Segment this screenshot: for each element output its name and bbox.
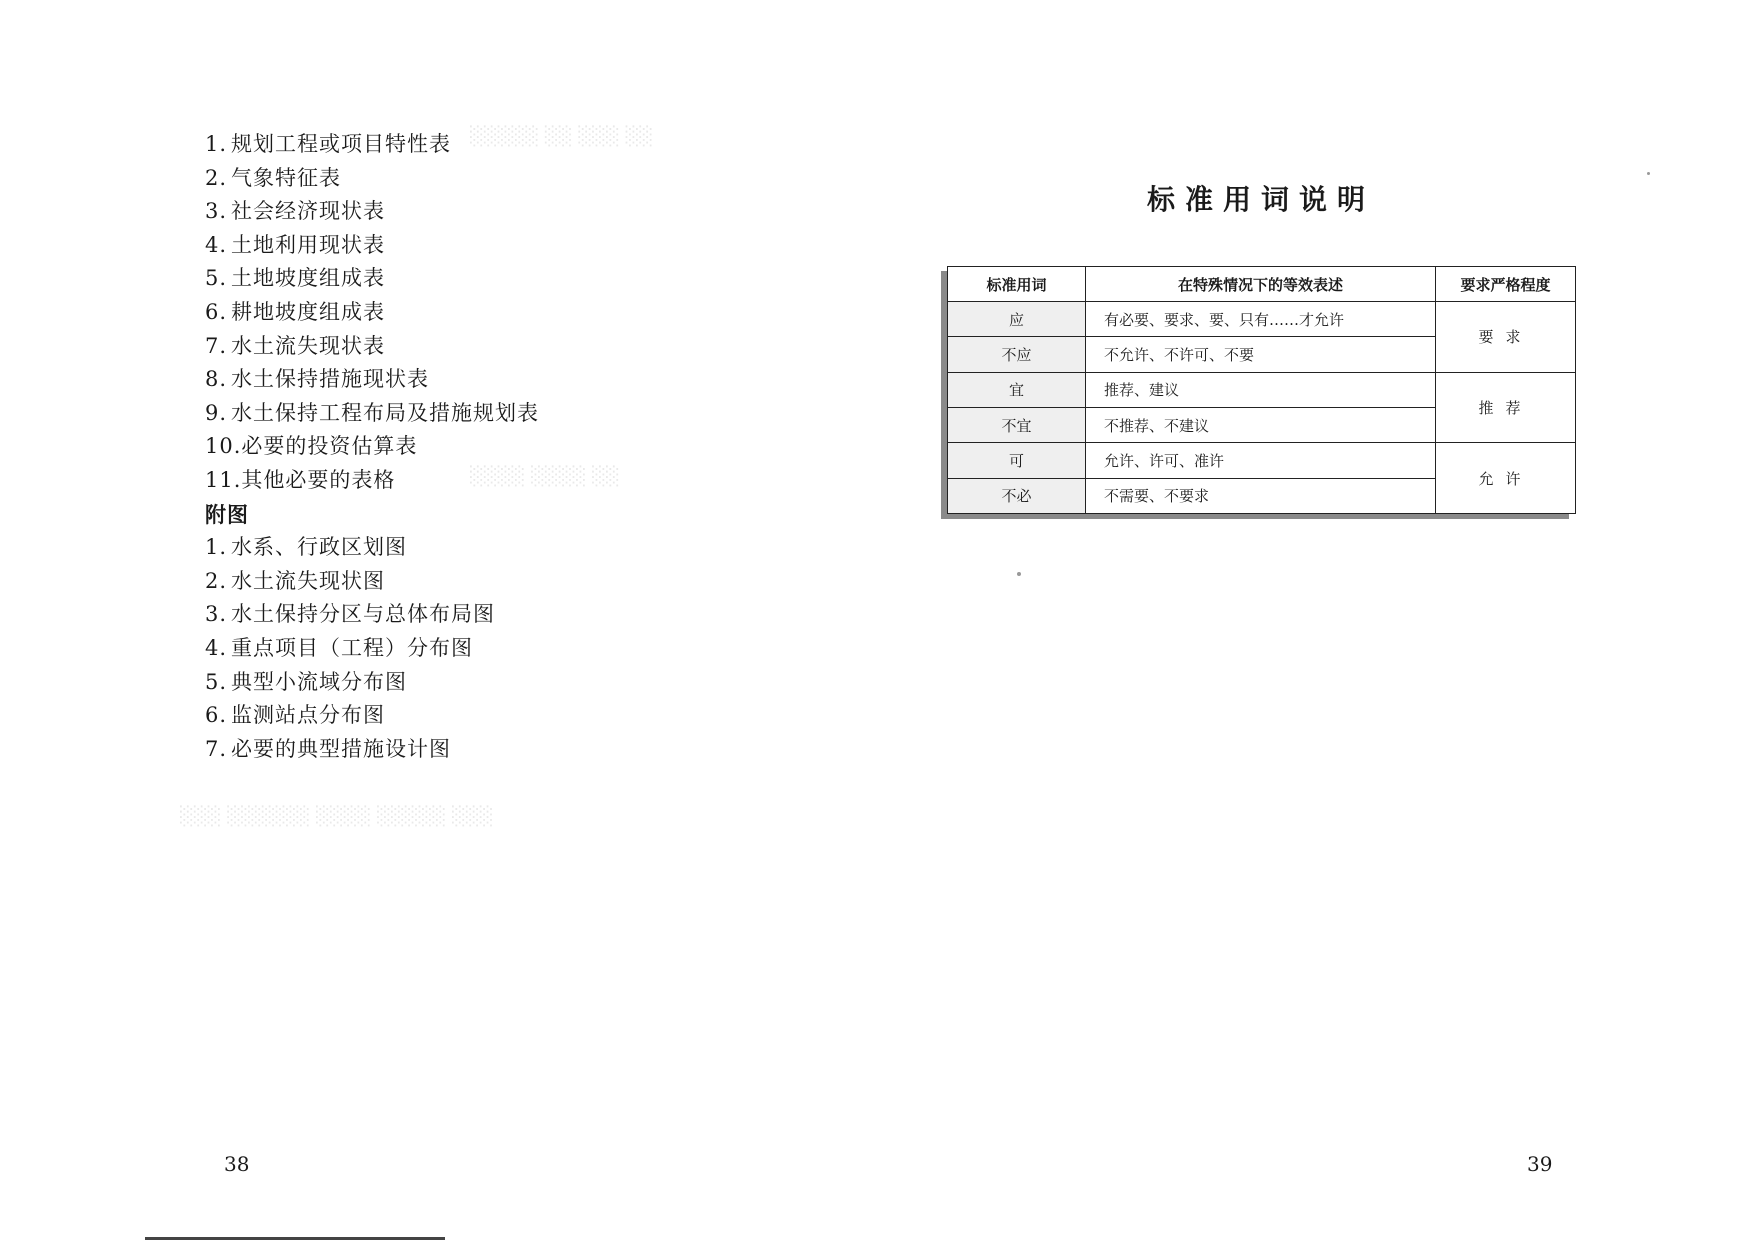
table-list-item: 4. 土地利用现状表 — [205, 232, 385, 257]
bleed-through-text: ░░░░░ ░░ ░░░ ░░ — [470, 126, 654, 147]
table-list-item: 5. 土地坡度组成表 — [205, 266, 385, 291]
equivalent-cell: 不推荐、不建议 — [1086, 407, 1436, 442]
table-list-item: 3. 社会经济现状表 — [205, 199, 385, 224]
right-page — [877, 0, 1754, 1240]
term-cell: 可 — [948, 443, 1086, 478]
figure-list-item: 3. 水土保持分区与总体布局图 — [205, 602, 495, 627]
table-row — [948, 443, 1576, 478]
header-strictness: 要求严格程度 — [1436, 267, 1576, 302]
equivalent-cell: 不需要、不要求 — [1086, 478, 1436, 513]
term-cell: 不必 — [948, 478, 1086, 513]
scan-speck — [1017, 572, 1021, 576]
term-cell: 不宜 — [948, 407, 1086, 442]
page-number: 39 — [1527, 1152, 1553, 1176]
standard-terms-table — [947, 266, 1576, 514]
equivalent-cell: 允许、许可、准许 — [1086, 443, 1436, 478]
figure-list-item: 5. 典型小流域分布图 — [205, 669, 407, 694]
figure-list-item: 7. 必要的典型措施设计图 — [205, 736, 451, 761]
figure-list-item: 4. 重点项目（工程）分布图 — [205, 635, 473, 660]
table-list-item: 7. 水土流失现状表 — [205, 333, 385, 358]
scan-speck — [1647, 172, 1650, 175]
table-list-item: 6. 耕地坡度组成表 — [205, 299, 385, 324]
equivalent-cell: 不允许、不许可、不要 — [1086, 337, 1436, 372]
strictness-cell: 允许 — [1436, 443, 1576, 514]
table-list-item: 2. 气象特征表 — [205, 165, 341, 190]
table-header-row — [948, 267, 1576, 302]
equivalent-cell: 有必要、要求、要、只有……才允许 — [1086, 302, 1436, 337]
term-cell: 应 — [948, 302, 1086, 337]
table-list-item: 11.其他必要的表格 — [205, 467, 396, 492]
section-title: 标准用词说明 — [1147, 183, 1376, 216]
table-list-item: 8. 水土保持措施现状表 — [205, 367, 429, 392]
strictness-cell: 推荐 — [1436, 372, 1576, 443]
figure-list-item: 2. 水土流失现状图 — [205, 568, 385, 593]
table-list-item: 10.必要的投资估算表 — [205, 434, 418, 459]
term-cell: 不应 — [948, 337, 1086, 372]
table-list-item: 9. 水土保持工程布局及措施规划表 — [205, 400, 539, 425]
bleed-through-text: ░░░░ ░░░░ ░░ — [470, 466, 620, 487]
header-term: 标准用词 — [948, 267, 1086, 302]
bleed-through-text: ░░░ ░░░░░░ ░░░░ ░░░░░ ░░░ — [180, 806, 494, 827]
figure-list-item: 1. 水系、行政区划图 — [205, 535, 407, 560]
header-equivalent: 在特殊情况下的等效表述 — [1086, 267, 1436, 302]
figures-heading: 附图 — [205, 501, 249, 527]
table-list-item: 1. 规划工程或项目特性表 — [205, 132, 451, 156]
table-row — [948, 302, 1576, 337]
equivalent-cell: 推荐、建议 — [1086, 372, 1436, 407]
table-row — [948, 372, 1576, 407]
term-cell: 宜 — [948, 372, 1086, 407]
appendix-list — [205, 128, 539, 766]
terms-table-container — [947, 266, 1575, 514]
figure-list-item: 6. 监测站点分布图 — [205, 703, 385, 728]
page-number: 38 — [224, 1152, 250, 1176]
strictness-cell: 要求 — [1436, 302, 1576, 373]
